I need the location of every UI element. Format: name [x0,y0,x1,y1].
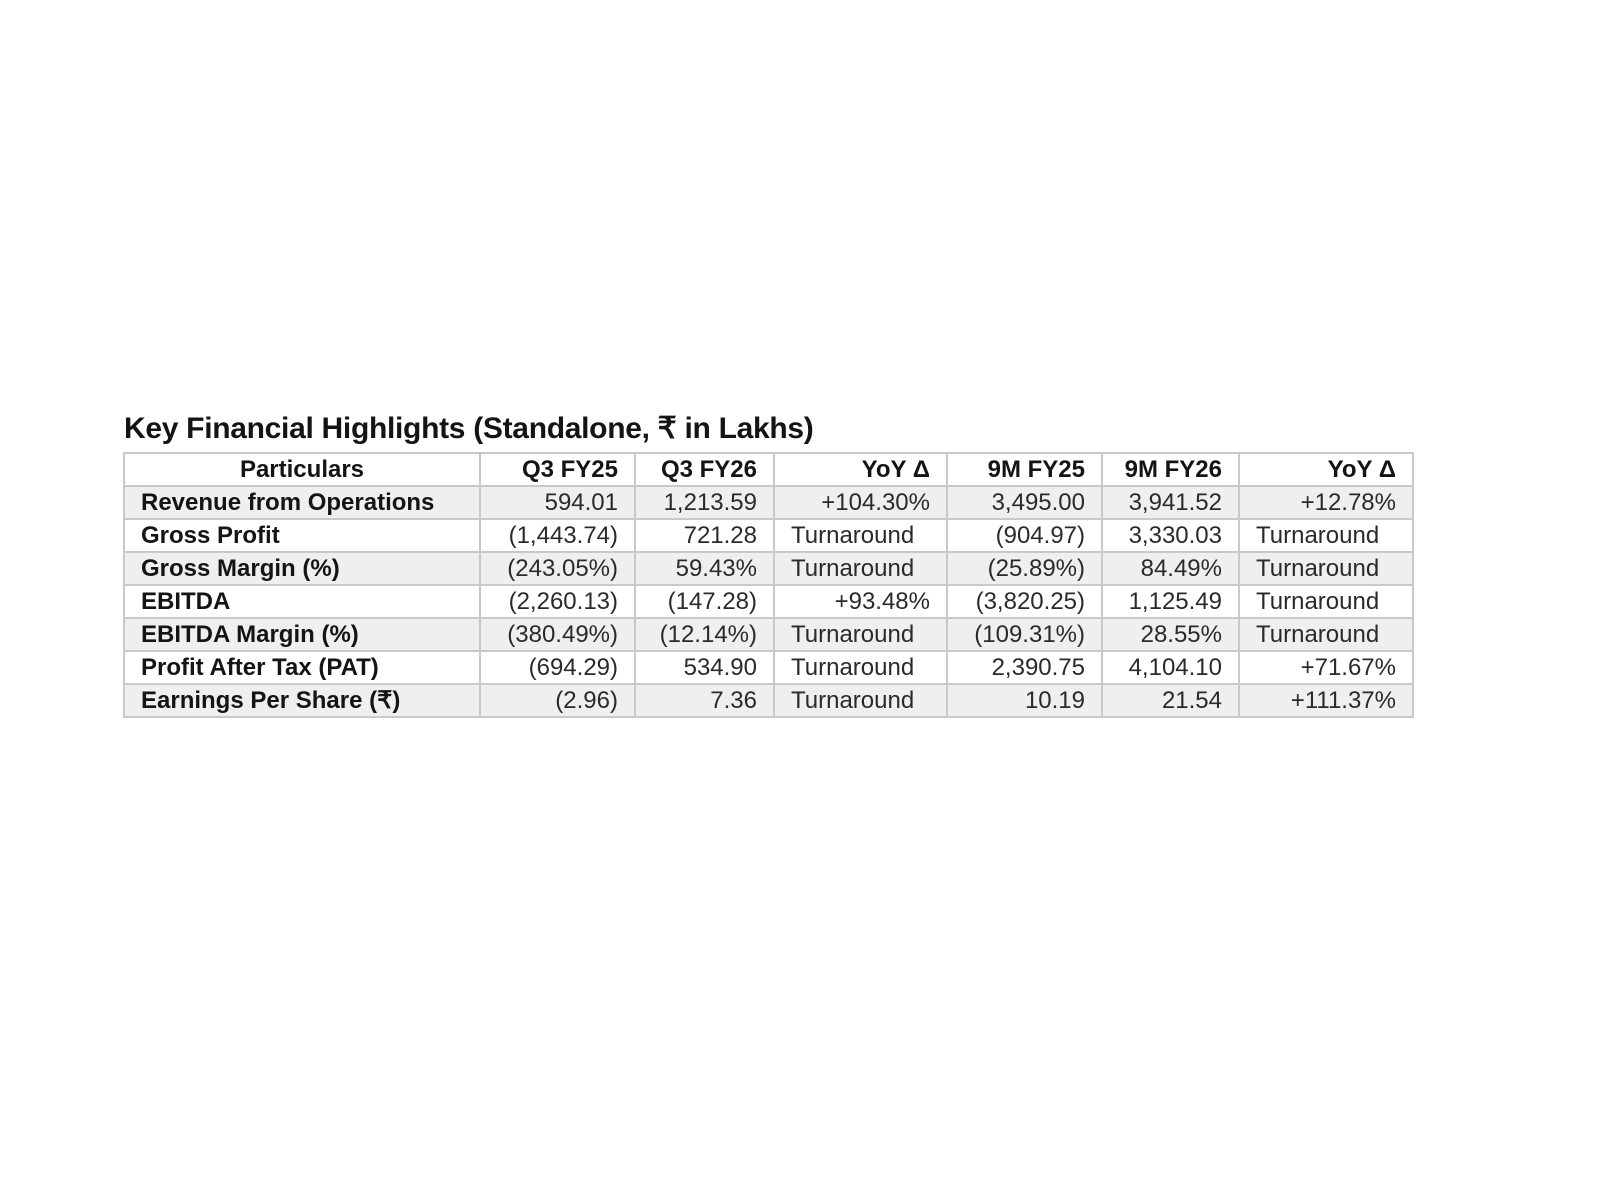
table-row-ebitda [124,585,1413,618]
table-row-gross-margin [124,552,1413,585]
cell-q3-fy26: 59.43% [635,552,774,585]
cell-q3-fy26: 534.90 [635,651,774,684]
table-title: Key Financial Highlights (Standalone, ₹ in Lakhs) [124,412,814,445]
cell-9m-fy25: 3,495.00 [947,486,1102,519]
cell-9m-fy26: 3,941.52 [1102,486,1239,519]
cell-q3-fy25: (1,443.74) [480,519,635,552]
cell-9m-yoy: Turnaround [1239,618,1413,651]
row-label: Profit After Tax (PAT) [124,651,480,684]
cell-q3-yoy: +93.48% [774,585,947,618]
cell-9m-fy25: (109.31%) [947,618,1102,651]
cell-q3-fy26: (12.14%) [635,618,774,651]
cell-9m-fy26: 1,125.49 [1102,585,1239,618]
header-q3-fy26: Q3 FY26 [635,453,774,486]
cell-9m-yoy: Turnaround [1239,552,1413,585]
table-row-gross-profit [124,519,1413,552]
row-label: Gross Profit [124,519,480,552]
cell-9m-fy25: (3,820.25) [947,585,1102,618]
cell-9m-fy26: 28.55% [1102,618,1239,651]
cell-q3-yoy: +104.30% [774,486,947,519]
cell-q3-fy25: (694.29) [480,651,635,684]
header-q3-fy25: Q3 FY25 [480,453,635,486]
cell-9m-yoy: Turnaround [1239,585,1413,618]
cell-q3-fy26: (147.28) [635,585,774,618]
cell-q3-fy25: (380.49%) [480,618,635,651]
cell-q3-yoy: Turnaround [774,519,947,552]
table-row-revenue [124,486,1413,519]
row-label: Earnings Per Share (₹) [124,684,480,717]
cell-q3-fy26: 1,213.59 [635,486,774,519]
cell-9m-fy25: 2,390.75 [947,651,1102,684]
cell-9m-fy26: 4,104.10 [1102,651,1239,684]
cell-q3-fy26: 721.28 [635,519,774,552]
header-particulars: Particulars [124,453,480,486]
cell-q3-yoy: Turnaround [774,651,947,684]
header-9m-yoy: YoY Δ [1239,453,1413,486]
table-row-pat [124,651,1413,684]
cell-9m-fy25: (904.97) [947,519,1102,552]
cell-q3-fy25: 594.01 [480,486,635,519]
financial-highlights-table [123,452,1414,718]
cell-9m-fy26: 84.49% [1102,552,1239,585]
header-9m-fy25: 9M FY25 [947,453,1102,486]
row-label: Gross Margin (%) [124,552,480,585]
cell-9m-yoy: +12.78% [1239,486,1413,519]
header-q3-yoy: YoY Δ [774,453,947,486]
cell-9m-fy26: 3,330.03 [1102,519,1239,552]
table-row-ebitda-margin [124,618,1413,651]
cell-9m-yoy: Turnaround [1239,519,1413,552]
cell-q3-fy25: (2,260.13) [480,585,635,618]
row-label: EBITDA Margin (%) [124,618,480,651]
cell-9m-yoy: +111.37% [1239,684,1413,717]
cell-q3-fy26: 7.36 [635,684,774,717]
cell-q3-yoy: Turnaround [774,618,947,651]
cell-9m-fy25: (25.89%) [947,552,1102,585]
table-row-eps [124,684,1413,717]
row-label: EBITDA [124,585,480,618]
cell-q3-fy25: (243.05%) [480,552,635,585]
cell-9m-fy26: 21.54 [1102,684,1239,717]
cell-9m-fy25: 10.19 [947,684,1102,717]
cell-q3-yoy: Turnaround [774,552,947,585]
cell-q3-yoy: Turnaround [774,684,947,717]
cell-q3-fy25: (2.96) [480,684,635,717]
row-label: Revenue from Operations [124,486,480,519]
table-header-row [124,453,1413,486]
header-9m-fy26: 9M FY26 [1102,453,1239,486]
cell-9m-yoy: +71.67% [1239,651,1413,684]
